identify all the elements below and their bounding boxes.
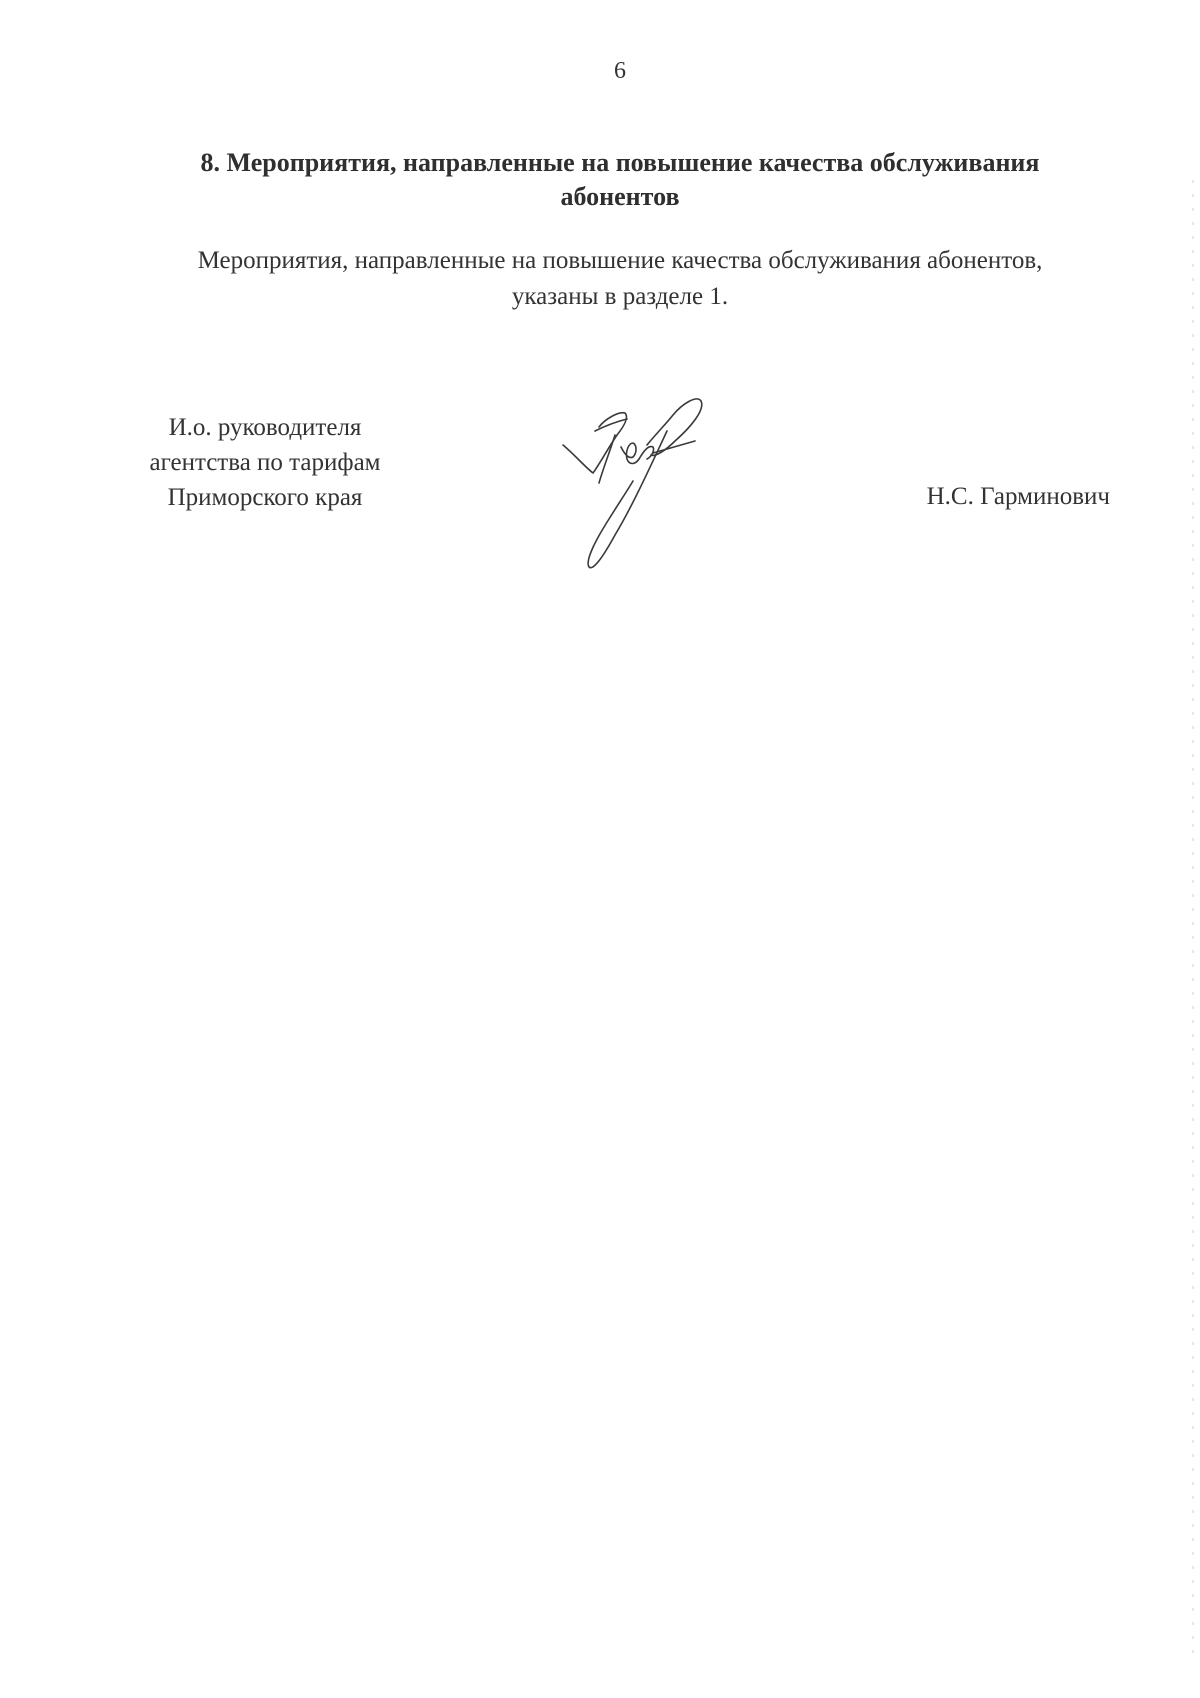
handwritten-signature-icon [555,395,765,585]
page-number: 6 [614,58,626,84]
section-title-line-1: 8. Мероприятия, направленные на повышение качества обслуживания [200,148,1040,177]
section-title-line-2: абонентов [560,182,680,211]
scan-edge-artifact [1192,180,1194,1660]
signer-position [120,410,410,515]
signer-name: Н.С. Гарминович [926,483,1110,510]
section-title [130,146,1110,214]
section-body [130,243,1110,315]
signer-position-line-1: И.о. руководителя [168,414,362,441]
signer-position-line-2: агентства по тарифам [149,449,381,476]
signer-position-line-3: Приморского края [167,484,363,511]
section-body-line-2: указаны в разделе 1. [511,283,729,310]
section-body-line-1: Мероприятия, направленные на повышение качества обслуживания абонентов, [197,247,1043,274]
